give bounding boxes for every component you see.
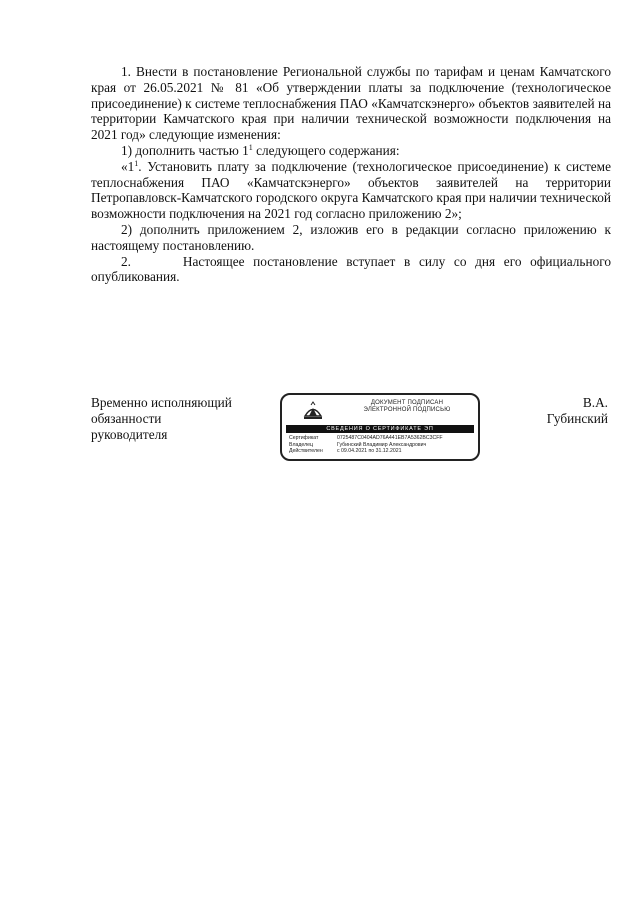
paragraph-text: . Установить плату за подключение (технологическое присоединение) к системе теплоснабжения ПАО «Камчатскэнерго» объектов заявителей на территории Петропавловск-Камчатского городского округа Камчатского края при наличии технической возможности подключения на 2021 год согласно приложению 2»; (91, 158, 611, 222)
stamp-title-line: ЭЛЕКТРОННОЙ ПОДПИСЬЮ (363, 407, 451, 413)
signatory-name (518, 395, 608, 427)
paragraph-item-1-2: 2) дополнить приложением 2, изложив его в редакции согласно приложению к настоящему постановлению. (91, 221, 611, 253)
stamp-row-validity (289, 448, 474, 455)
stamp-row-key: Сертификат (289, 435, 319, 441)
stamp-title-line: ДОКУМЕНТ ПОДПИСАН (370, 400, 444, 406)
stamp-row-value: Губинский Владимир Александрович (337, 441, 427, 448)
position-line: обязанности (91, 411, 162, 426)
position-line: руководителя (91, 427, 168, 442)
position-line: Временно исполняющий (91, 395, 232, 410)
stamp-row-value: 0725487C0404AD76A441EB7A5362BC3CFF (337, 435, 443, 441)
paragraph-text: следующего содержания: (252, 142, 400, 158)
name-line: Губинский (546, 411, 608, 426)
paragraph-text: «1 (121, 158, 135, 174)
paragraph-quote (91, 159, 611, 222)
stamp-details (289, 435, 474, 455)
superscript: 1 (248, 142, 253, 152)
document-body (91, 64, 615, 285)
paragraph-item-1: 1. Внести в постановление Региональной службы по тарифам и ценам Камчатского края от 26.05.2021 № 81 «Об утверждении платы за подключение (технологическое присоединение) к системе теплоснабжения ПАО «Камчатскэнерго» объектов заявителей на территории Камчатского края при наличии технической возможности подключения на 2021 год» следующие изменения: (91, 64, 611, 143)
stamp-title (337, 400, 477, 414)
signatory-position (91, 395, 261, 443)
stamp-certificate-header: СВЕДЕНИЯ О СЕРТИФИКАТЕ ЭП (286, 425, 474, 433)
stamp-row-key: Действителен (289, 448, 323, 455)
superscript: 1 (134, 158, 139, 168)
stamp-row-key: Владелец (289, 441, 313, 448)
stamp-row-certificate (289, 435, 474, 442)
name-line: В.А. (582, 395, 608, 410)
stamp-row-value: с 09.04.2021 по 31.12.2021 (337, 448, 402, 455)
paragraph-text: 1) дополнить частью 1 (121, 142, 249, 158)
paragraph-item-2: 2. Настоящее постановление вступает в силу со дня его официального опубликования. (91, 253, 615, 285)
paragraph-item-1-1 (91, 143, 611, 159)
electronic-signature-stamp (280, 393, 480, 461)
coat-of-arms-icon (302, 401, 324, 421)
